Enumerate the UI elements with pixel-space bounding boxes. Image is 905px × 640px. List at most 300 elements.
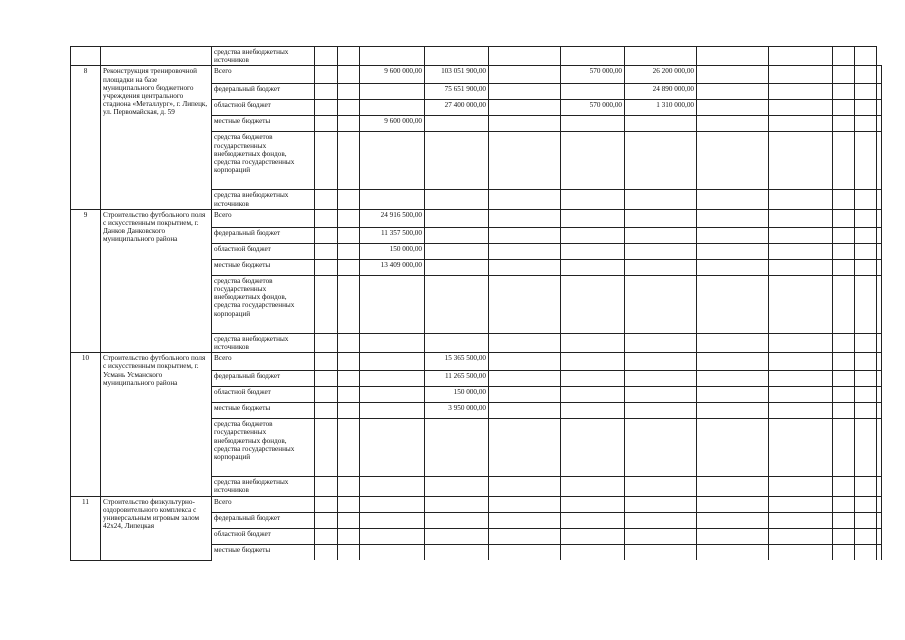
value-cell <box>338 100 360 116</box>
value-cell <box>697 512 769 528</box>
value-cell <box>315 512 338 528</box>
value-cell <box>769 528 833 544</box>
value-cell <box>561 47 625 66</box>
value-cell <box>833 496 855 512</box>
value-cell <box>315 333 338 352</box>
row-number-cell: 8 <box>71 66 101 209</box>
value-cell <box>625 419 697 477</box>
value-cell <box>561 353 625 371</box>
value-cell <box>315 243 338 259</box>
value-cell <box>489 66 561 84</box>
value-cell <box>338 403 360 419</box>
value-cell <box>315 227 338 243</box>
value-cell <box>360 403 425 419</box>
value-cell <box>338 243 360 259</box>
table-row <box>71 209 882 227</box>
value-cell <box>697 209 769 227</box>
value-cell <box>877 371 882 387</box>
value-cell <box>877 403 882 419</box>
value-cell <box>315 100 338 116</box>
value-cell <box>489 243 561 259</box>
value-cell <box>489 190 561 209</box>
value-cell <box>833 419 855 477</box>
object-name-cell: Строительство футбольного поля с искусственным покрытием, г. Данков Данковского муниципального района <box>101 209 212 352</box>
funding-source-cell: Всего <box>212 209 315 227</box>
value-cell <box>855 132 877 190</box>
row-number-cell: 9 <box>71 209 101 352</box>
value-cell <box>489 353 561 371</box>
value-cell <box>855 477 877 496</box>
value-cell <box>769 544 833 560</box>
value-cell <box>833 528 855 544</box>
value-cell <box>697 66 769 84</box>
funding-source-cell: средства бюджетов государственных внебюджетных фондов, средства государственных корпораций <box>212 419 315 477</box>
funding-source-cell: средства внебюджетных источников <box>212 333 315 352</box>
value-cell <box>855 544 877 560</box>
value-cell <box>697 84 769 100</box>
value-cell <box>855 84 877 100</box>
value-cell <box>360 275 425 333</box>
value-cell: 150 000,00 <box>425 387 489 403</box>
row-number-cell: 10 <box>71 353 101 496</box>
value-cell <box>855 419 877 477</box>
value-cell <box>697 419 769 477</box>
value-cell <box>425 227 489 243</box>
value-cell <box>833 132 855 190</box>
value-cell <box>625 528 697 544</box>
value-cell <box>833 275 855 333</box>
value-cell <box>877 512 882 528</box>
value-cell <box>315 387 338 403</box>
value-cell <box>489 512 561 528</box>
funding-source-cell: средства внебюджетных источников <box>212 190 315 209</box>
funding-source-cell: Всего <box>212 496 315 512</box>
value-cell <box>625 371 697 387</box>
value-cell <box>338 47 360 66</box>
value-cell <box>769 275 833 333</box>
value-cell <box>697 403 769 419</box>
value-cell <box>769 387 833 403</box>
value-cell <box>315 528 338 544</box>
value-cell <box>697 259 769 275</box>
value-cell <box>625 387 697 403</box>
value-cell <box>315 66 338 84</box>
value-cell <box>425 132 489 190</box>
value-cell: 27 400 000,00 <box>425 100 489 116</box>
value-cell <box>360 528 425 544</box>
value-cell <box>489 333 561 352</box>
value-cell <box>833 66 855 84</box>
value-cell <box>833 227 855 243</box>
value-cell <box>877 544 882 560</box>
value-cell <box>489 544 561 560</box>
funding-source-cell: средства бюджетов государственных внебюджетных фондов, средства государственных корпораций <box>212 275 315 333</box>
value-cell <box>425 47 489 66</box>
value-cell <box>338 371 360 387</box>
value-cell <box>697 528 769 544</box>
object-name-cell: Строительство физкультурно-оздоровительного комплекса с универсальным игровым залом 42х24, Липецкая <box>101 496 212 560</box>
value-cell <box>360 47 425 66</box>
value-cell <box>769 259 833 275</box>
value-cell <box>625 477 697 496</box>
funding-source-cell: средства внебюджетных источников <box>212 477 315 496</box>
value-cell <box>877 66 882 84</box>
value-cell <box>360 477 425 496</box>
value-cell <box>338 477 360 496</box>
value-cell <box>315 353 338 371</box>
value-cell <box>877 419 882 477</box>
value-cell <box>625 333 697 352</box>
value-cell <box>833 190 855 209</box>
value-cell <box>697 544 769 560</box>
value-cell: 13 409 000,00 <box>360 259 425 275</box>
value-cell <box>877 333 882 352</box>
value-cell <box>561 132 625 190</box>
funding-source-cell: средства внебюджетных источников <box>212 47 315 66</box>
value-cell <box>561 333 625 352</box>
value-cell <box>489 275 561 333</box>
value-cell <box>425 275 489 333</box>
value-cell <box>489 259 561 275</box>
value-cell <box>833 116 855 132</box>
value-cell <box>315 47 338 66</box>
value-cell <box>855 371 877 387</box>
value-cell <box>315 544 338 560</box>
value-cell <box>769 333 833 352</box>
value-cell <box>769 209 833 227</box>
value-cell <box>425 243 489 259</box>
value-cell <box>338 512 360 528</box>
value-cell <box>360 353 425 371</box>
value-cell <box>360 333 425 352</box>
value-cell <box>625 275 697 333</box>
value-cell <box>338 227 360 243</box>
value-cell <box>877 190 882 209</box>
value-cell <box>625 132 697 190</box>
value-cell <box>697 190 769 209</box>
value-cell <box>855 528 877 544</box>
value-cell <box>877 243 882 259</box>
funding-source-cell: средства бюджетов государственных внебюджетных фондов, средства государственных корпораций <box>212 132 315 190</box>
value-cell <box>833 544 855 560</box>
value-cell <box>360 132 425 190</box>
value-cell <box>360 84 425 100</box>
funding-source-cell: федеральный бюджет <box>212 371 315 387</box>
value-cell <box>338 419 360 477</box>
value-cell <box>833 403 855 419</box>
value-cell <box>855 209 877 227</box>
value-cell <box>315 419 338 477</box>
value-cell <box>833 47 855 66</box>
value-cell <box>338 275 360 333</box>
value-cell <box>338 528 360 544</box>
value-cell <box>769 512 833 528</box>
value-cell <box>855 403 877 419</box>
value-cell <box>338 66 360 84</box>
value-cell <box>625 47 697 66</box>
value-cell <box>833 477 855 496</box>
budget-table <box>70 46 882 561</box>
value-cell <box>425 116 489 132</box>
value-cell: 24 890 000,00 <box>625 84 697 100</box>
value-cell <box>338 116 360 132</box>
value-cell <box>338 333 360 352</box>
value-cell <box>855 190 877 209</box>
value-cell <box>769 353 833 371</box>
value-cell <box>855 116 877 132</box>
value-cell <box>625 403 697 419</box>
value-cell <box>877 116 882 132</box>
value-cell <box>425 496 489 512</box>
value-cell <box>833 512 855 528</box>
value-cell <box>315 259 338 275</box>
value-cell: 9 600 000,00 <box>360 116 425 132</box>
value-cell <box>855 512 877 528</box>
value-cell <box>425 333 489 352</box>
value-cell: 1 310 000,00 <box>625 100 697 116</box>
value-cell <box>561 387 625 403</box>
value-cell <box>855 66 877 84</box>
value-cell <box>425 259 489 275</box>
value-cell <box>360 419 425 477</box>
value-cell: 103 051 900,00 <box>425 66 489 84</box>
value-cell <box>833 209 855 227</box>
value-cell <box>561 403 625 419</box>
value-cell <box>625 227 697 243</box>
value-cell <box>697 100 769 116</box>
value-cell <box>425 477 489 496</box>
value-cell <box>833 333 855 352</box>
value-cell <box>769 243 833 259</box>
value-cell <box>833 100 855 116</box>
value-cell <box>855 100 877 116</box>
value-cell <box>561 477 625 496</box>
value-cell <box>561 116 625 132</box>
value-cell <box>769 66 833 84</box>
value-cell: 9 600 000,00 <box>360 66 425 84</box>
value-cell <box>315 275 338 333</box>
value-cell <box>561 243 625 259</box>
value-cell <box>697 477 769 496</box>
value-cell <box>769 227 833 243</box>
value-cell <box>855 496 877 512</box>
value-cell <box>769 116 833 132</box>
value-cell <box>877 477 882 496</box>
value-cell <box>877 275 882 333</box>
row-number-cell: 11 <box>71 496 101 560</box>
value-cell <box>769 403 833 419</box>
value-cell <box>360 100 425 116</box>
value-cell <box>315 496 338 512</box>
value-cell: 570 000,00 <box>561 100 625 116</box>
value-cell <box>877 132 882 190</box>
value-cell <box>877 496 882 512</box>
value-cell <box>855 275 877 333</box>
value-cell <box>769 477 833 496</box>
value-cell: 15 365 500,00 <box>425 353 489 371</box>
value-cell <box>833 387 855 403</box>
object-name-cell: Строительство футбольного поля с искусственным покрытием, г. Усмань Усманского муниципального района <box>101 353 212 496</box>
funding-source-cell: Всего <box>212 66 315 84</box>
value-cell <box>425 209 489 227</box>
value-cell <box>315 132 338 190</box>
value-cell <box>877 209 882 227</box>
value-cell <box>769 190 833 209</box>
value-cell <box>360 496 425 512</box>
value-cell <box>697 116 769 132</box>
value-cell <box>338 132 360 190</box>
value-cell: 75 651 900,00 <box>425 84 489 100</box>
value-cell <box>769 100 833 116</box>
value-cell <box>561 275 625 333</box>
value-cell <box>561 496 625 512</box>
value-cell <box>833 84 855 100</box>
value-cell <box>338 387 360 403</box>
value-cell <box>625 544 697 560</box>
value-cell <box>877 353 882 371</box>
value-cell <box>561 512 625 528</box>
funding-source-cell: федеральный бюджет <box>212 512 315 528</box>
value-cell <box>489 227 561 243</box>
value-cell <box>315 116 338 132</box>
value-cell <box>425 190 489 209</box>
value-cell <box>315 371 338 387</box>
value-cell <box>855 387 877 403</box>
value-cell <box>489 419 561 477</box>
funding-source-cell: областной бюджет <box>212 528 315 544</box>
table-row <box>71 353 882 371</box>
value-cell <box>625 496 697 512</box>
value-cell <box>489 100 561 116</box>
value-cell <box>489 371 561 387</box>
funding-source-cell: областной бюджет <box>212 243 315 259</box>
value-cell <box>561 371 625 387</box>
value-cell <box>315 190 338 209</box>
funding-source-cell: местные бюджеты <box>212 403 315 419</box>
value-cell <box>769 47 833 66</box>
value-cell <box>489 132 561 190</box>
value-cell <box>425 512 489 528</box>
value-cell <box>697 371 769 387</box>
value-cell <box>625 512 697 528</box>
value-cell <box>697 243 769 259</box>
value-cell <box>360 544 425 560</box>
value-cell <box>877 259 882 275</box>
value-cell <box>833 371 855 387</box>
value-cell: 150 000,00 <box>360 243 425 259</box>
table-row <box>71 496 882 512</box>
value-cell <box>425 528 489 544</box>
value-cell <box>697 275 769 333</box>
value-cell <box>855 47 877 66</box>
value-cell <box>561 544 625 560</box>
value-cell <box>855 243 877 259</box>
value-cell <box>697 47 769 66</box>
value-cell: 26 200 000,00 <box>625 66 697 84</box>
value-cell <box>877 100 882 116</box>
value-cell <box>697 132 769 190</box>
value-cell <box>697 353 769 371</box>
value-cell: 3 950 000,00 <box>425 403 489 419</box>
value-cell <box>360 190 425 209</box>
value-cell <box>338 209 360 227</box>
value-cell: 24 916 500,00 <box>360 209 425 227</box>
object-name-cell <box>101 47 212 66</box>
value-cell <box>855 227 877 243</box>
value-cell <box>315 477 338 496</box>
value-cell <box>833 259 855 275</box>
value-cell <box>489 387 561 403</box>
funding-source-cell: местные бюджеты <box>212 116 315 132</box>
value-cell <box>338 259 360 275</box>
value-cell <box>561 209 625 227</box>
value-cell <box>315 84 338 100</box>
value-cell: 11 357 500,00 <box>360 227 425 243</box>
value-cell <box>561 190 625 209</box>
value-cell <box>360 387 425 403</box>
value-cell <box>625 259 697 275</box>
value-cell <box>315 209 338 227</box>
value-cell <box>769 496 833 512</box>
value-cell <box>561 419 625 477</box>
value-cell <box>769 132 833 190</box>
value-cell <box>877 84 882 100</box>
value-cell <box>338 544 360 560</box>
value-cell <box>769 419 833 477</box>
value-cell <box>877 387 882 403</box>
value-cell <box>360 512 425 528</box>
value-cell <box>360 371 425 387</box>
value-cell <box>877 528 882 544</box>
value-cell <box>625 353 697 371</box>
value-cell <box>769 84 833 100</box>
value-cell <box>833 243 855 259</box>
value-cell <box>561 84 625 100</box>
funding-source-cell: Всего <box>212 353 315 371</box>
value-cell <box>697 496 769 512</box>
object-name-cell: Реконструкция тренировочной площадки на базе муниципального бюджетного учреждения центрального стадиона «Металлург», г. Липецк, ул. Первомайская, д. 59 <box>101 66 212 209</box>
value-cell <box>425 419 489 477</box>
value-cell <box>338 496 360 512</box>
value-cell <box>877 227 882 243</box>
value-cell <box>625 190 697 209</box>
value-cell <box>338 84 360 100</box>
value-cell <box>489 403 561 419</box>
value-cell <box>625 116 697 132</box>
funding-source-cell: местные бюджеты <box>212 544 315 560</box>
value-cell <box>561 259 625 275</box>
value-cell <box>855 333 877 352</box>
value-cell <box>855 353 877 371</box>
value-cell <box>489 209 561 227</box>
value-cell <box>489 47 561 66</box>
value-cell <box>489 496 561 512</box>
value-cell <box>489 477 561 496</box>
funding-source-cell: местные бюджеты <box>212 259 315 275</box>
value-cell <box>625 243 697 259</box>
value-cell <box>697 387 769 403</box>
value-cell: 11 265 500,00 <box>425 371 489 387</box>
table-row <box>71 47 882 66</box>
value-cell <box>489 84 561 100</box>
funding-source-cell: федеральный бюджет <box>212 227 315 243</box>
value-cell <box>489 116 561 132</box>
value-cell <box>561 227 625 243</box>
funding-source-cell: областной бюджет <box>212 387 315 403</box>
value-cell: 570 000,00 <box>561 66 625 84</box>
table-row <box>71 66 882 84</box>
funding-source-cell: федеральный бюджет <box>212 84 315 100</box>
